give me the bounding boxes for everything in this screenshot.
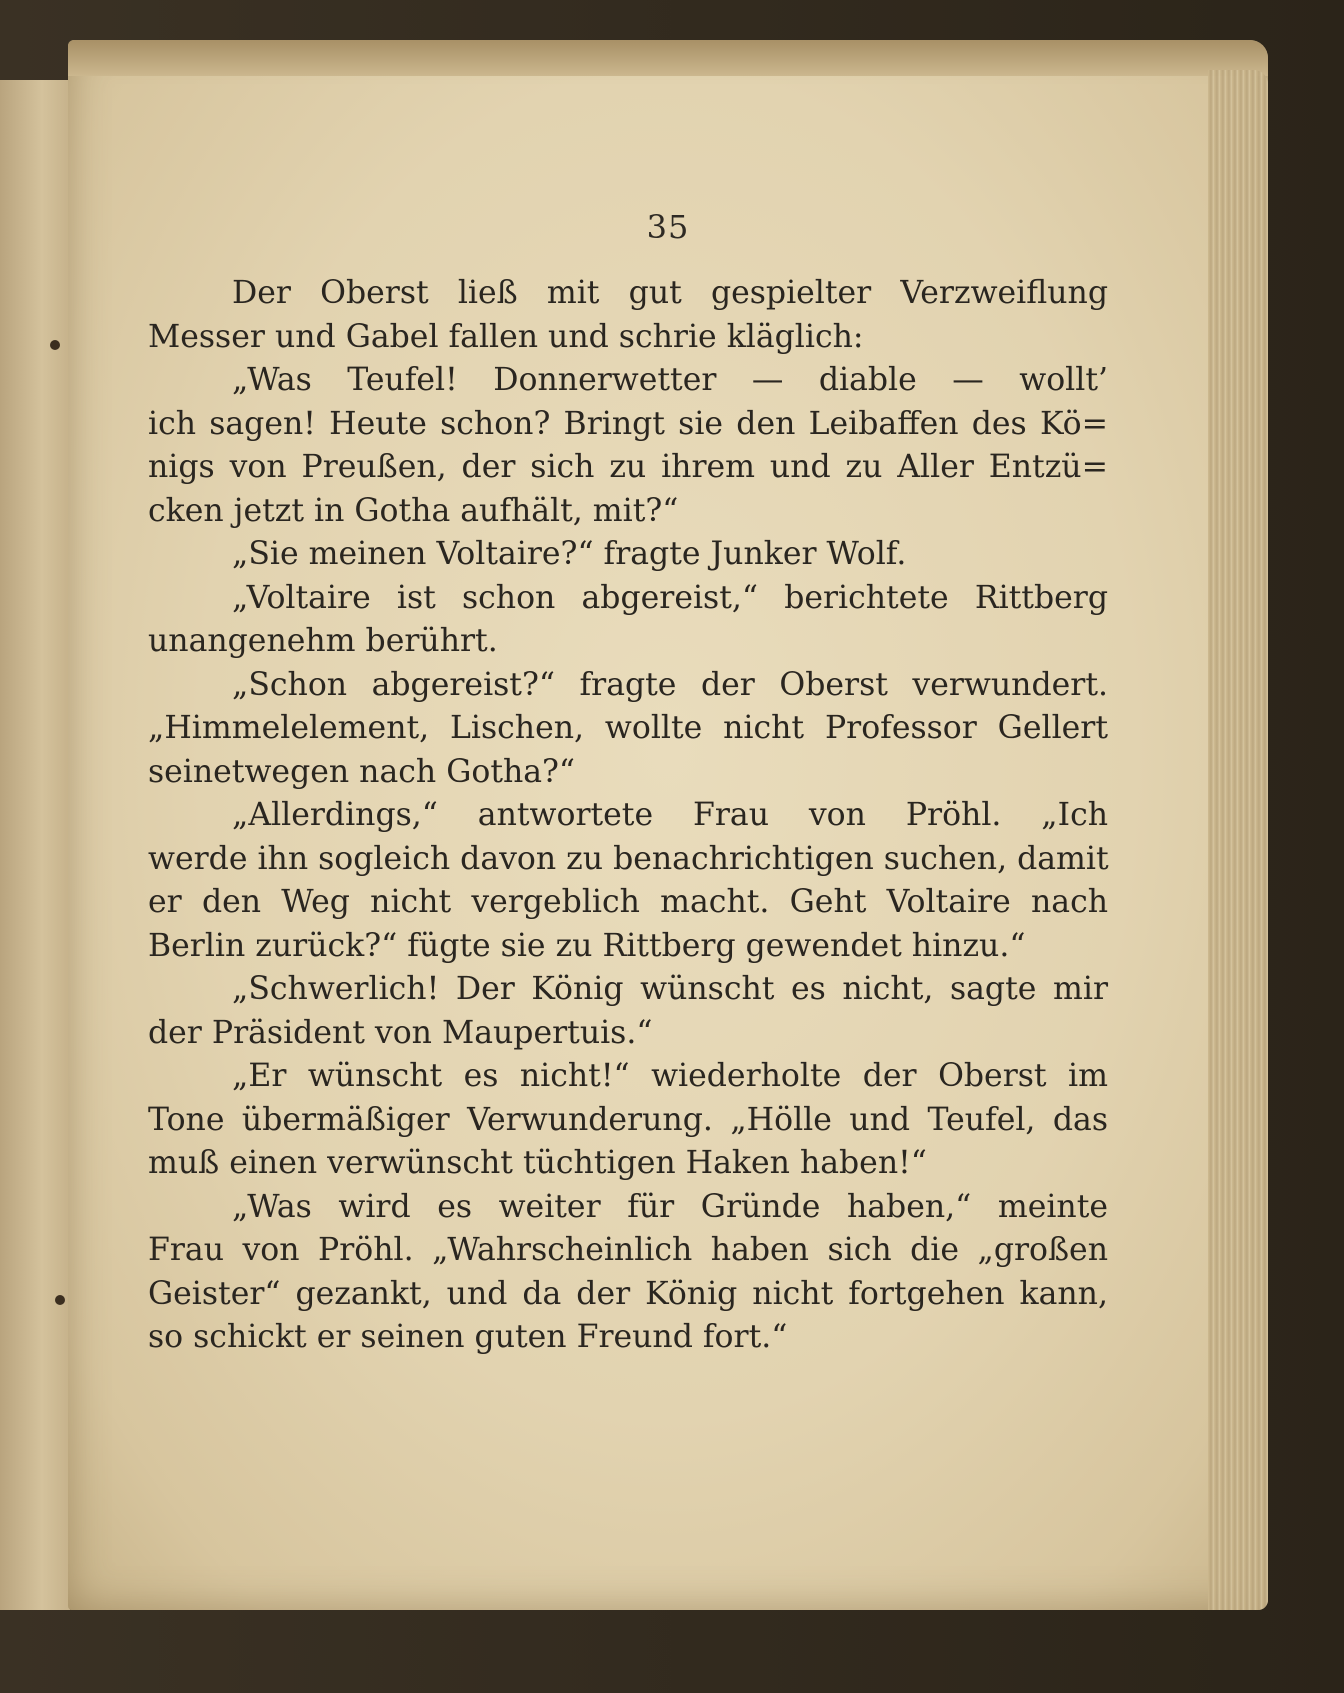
facing-page-edge — [0, 80, 72, 1610]
page-top-edge — [68, 40, 1268, 76]
text-line: „Voltaire ist schon abgereist,“ berichtete Rittberg — [232, 579, 1108, 616]
text-line: Berlin zurück?“ fügte sie zu Rittberg gewendet hinzu.“ — [148, 927, 1026, 964]
body-text — [148, 272, 1108, 1360]
text-line: werde ihn sogleich davon zu benachrichtigen suchen, damit — [148, 840, 1109, 877]
text-line: seinetwegen nach Gotha?“ — [148, 753, 576, 790]
text-line: „Schon abgereist?“ fragte der Oberst verwundert. — [232, 666, 1108, 703]
text-line: „Was wird es weiter für Gründe haben,“ meinte — [232, 1188, 1108, 1225]
text-line: er den Weg nicht vergeblich macht. Geht Voltaire nach — [148, 884, 1108, 920]
binding-mark — [55, 1295, 65, 1305]
text-line: nigs von Preußen, der sich zu ihrem und zu Aller Entzü= — [148, 449, 1108, 485]
text-line: cken jetzt in Gotha aufhält, mit?“ — [148, 492, 679, 529]
text-line: „Sie meinen Voltaire?“ fragte Junker Wolf. — [232, 536, 907, 572]
text-line: Geister“ gezankt, und da der König nicht fortgehen kann, — [148, 1275, 1108, 1312]
text-line: „Allerdings,“ antwortete Frau von Pröhl. „Ich — [232, 797, 1108, 833]
text-line: muß einen verwünscht tüchtigen Haken haben!“ — [148, 1145, 927, 1181]
page-number: 35 — [646, 208, 690, 246]
text-line: Der Oberst ließ mit gut gespielter Verzweiflung — [232, 275, 1108, 311]
text-line: Frau von Pröhl. „Wahrscheinlich haben sich die „großen — [148, 1232, 1108, 1268]
text-line: so schickt er seinen guten Freund fort.“ — [148, 1319, 788, 1355]
text-line: „Was Teufel! Donnerwetter — diable — wollt’ — [232, 362, 1108, 398]
text-line: „Er wünscht es nicht!“ wiederholte der Oberst im — [232, 1058, 1108, 1094]
binding-mark — [50, 340, 60, 350]
text-line: der Präsident von Maupertuis.“ — [148, 1014, 653, 1051]
text-line: „Schwerlich! Der König wünscht es nicht, sagte mir — [232, 971, 1108, 1007]
text-line: unangenehm berührt. — [148, 623, 498, 659]
page-stack-edges — [1208, 70, 1268, 1610]
text-line: „Himmelelement, Lischen, wollte nicht Professor Gellert — [148, 710, 1108, 746]
text-line: Messer und Gabel fallen und schrie kläglich: — [148, 318, 864, 355]
text-line: ich sagen! Heute schon? Bringt sie den Leibaffen des Kö= — [148, 405, 1108, 442]
text-line: Tone übermäßiger Verwunderung. „Hölle und Teufel, das — [148, 1101, 1108, 1138]
